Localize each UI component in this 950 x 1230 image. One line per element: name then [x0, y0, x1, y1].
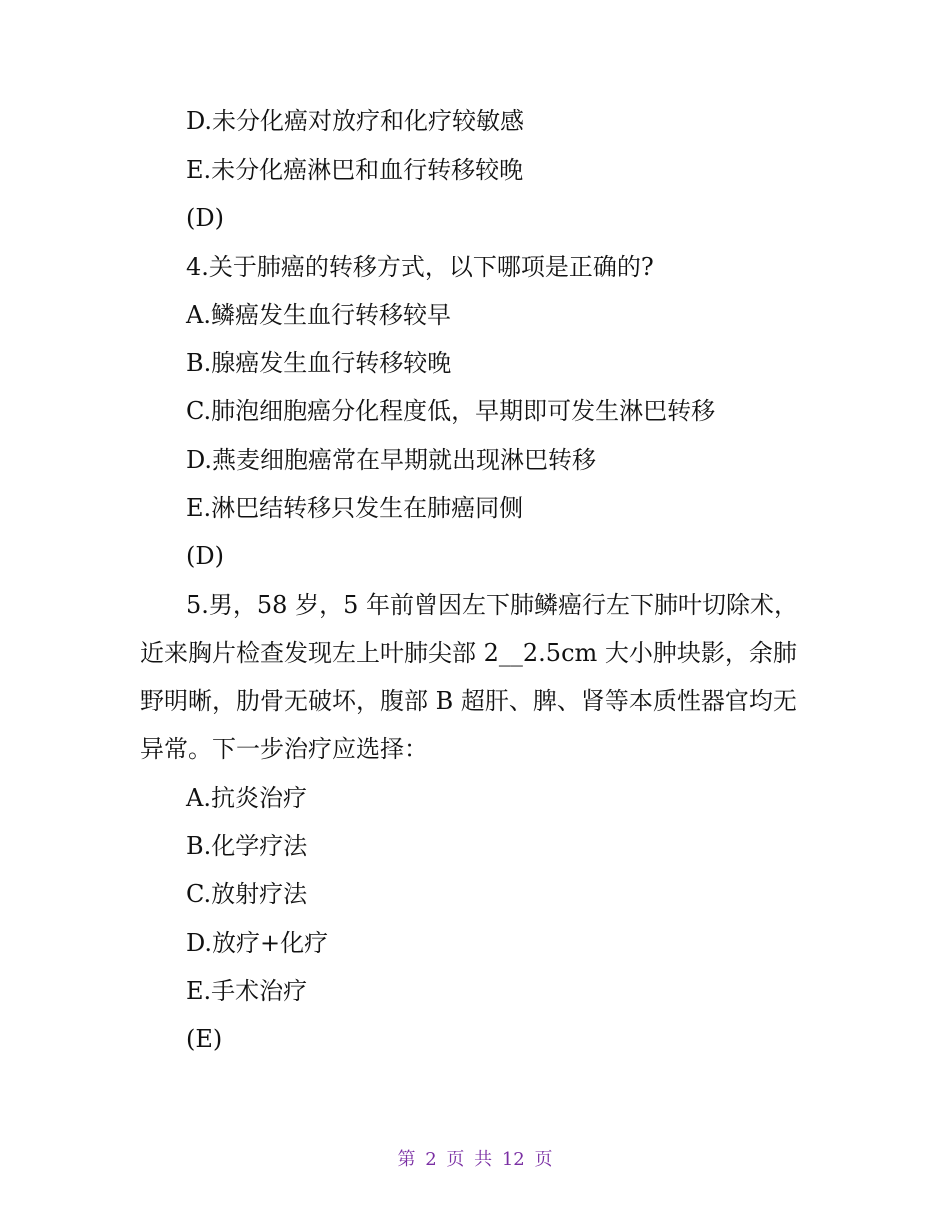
q4-answer: (D) [186, 542, 224, 570]
q5-option-e: E.手术治疗 [186, 977, 308, 1005]
q5-option-a: A.抗炎治疗 [186, 784, 307, 812]
q5-option-c: C.放射疗法 [186, 880, 308, 908]
q5-answer: (E) [186, 1025, 223, 1053]
q4-option-a: A.鳞癌发生血行转移较早 [186, 301, 451, 329]
q4-option-d: D.燕麦细胞癌常在早期就出现淋巴转移 [186, 446, 597, 474]
option-d-line: D.未分化癌对放疗和化疗较敏感 [186, 107, 525, 135]
question-4: 4.关于肺癌的转移方式，以下哪项是正确的? [186, 253, 654, 281]
page-footer: 第 2 页 共 12 页 [397, 1149, 553, 1170]
question-5-line-2: 近来胸片检查发现左上叶肺尖部 2__2.5cm 大小肿块影，余肺 [140, 639, 797, 667]
q5-option-b: B.化学疗法 [186, 832, 308, 860]
q4-option-e: E.淋巴结转移只发生在肺癌同侧 [186, 494, 524, 522]
answer-line: (D) [186, 204, 224, 232]
q5-option-d: D.放疗+化疗 [186, 929, 329, 957]
q4-option-c: C.肺泡细胞癌分化程度低，早期即可发生淋巴转移 [186, 397, 716, 425]
option-e-line: E.未分化癌淋巴和血行转移较晚 [186, 156, 524, 184]
question-5-line-3: 野明晰，肋骨无破坏，腹部 B 超肝、脾、肾等本质性器官均无 [140, 687, 797, 715]
q4-option-b: B.腺癌发生血行转移较晚 [186, 349, 452, 377]
question-5-line-4: 异常。下一步治疗应选择： [140, 735, 428, 763]
question-5-line-1: 5.男，58 岁，5 年前曾因左下肺鳞癌行左下肺叶切除术， [186, 591, 798, 619]
